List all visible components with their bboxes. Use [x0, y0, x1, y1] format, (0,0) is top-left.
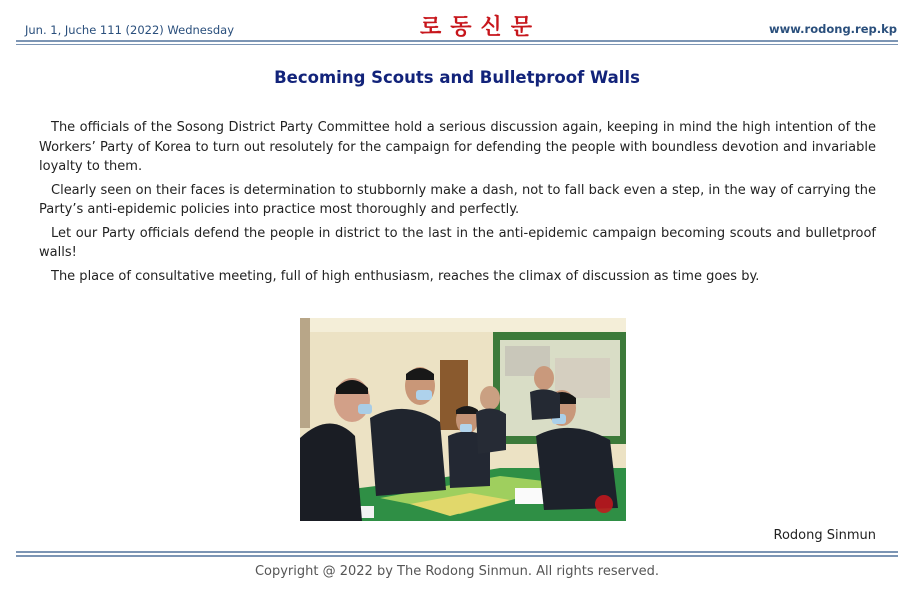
header — [0, 0, 914, 48]
copyright-text: Copyright @ 2022 by The Rodong Sinmun. All rights reserved. — [254, 564, 660, 579]
article-paragraph: Clearly seen on their faces is determination to stubbornly make a dash, not to fall back even a step, in the way of carrying the Party’s anti-epidemic policies into practice most thoroughly and perfectly. — [39, 182, 876, 217]
article-paragraph: Let our Party officials defend the people in district to the last in the anti-epidemic campaign becoming scouts and bulletproof walls! — [39, 225, 876, 260]
footer-divider — [16, 551, 898, 557]
header-date: Jun. 1, Juche 111 (2022) Wednesday — [25, 23, 235, 37]
newspaper-logo[interactable]: 로동신문 — [420, 14, 542, 40]
article-title: Becoming Scouts and Bulletproof Walls — [274, 68, 640, 87]
site-url-link[interactable]: www.rodong.rep.kp — [769, 22, 897, 36]
article-body — [39, 118, 876, 290]
article-paragraph: The officials of the Sosong District Party Committee hold a serious discussion again, keeping in mind the high intention of the Workers’ Party of Korea to turn out resolutely for the campaign for defending the people with boundless devotion and invariable loyalty to them. — [39, 120, 876, 174]
header-divider — [16, 40, 898, 45]
article-paragraph: The place of consultative meeting, full of high enthusiasm, reaches the climax of discussion as time goes by. — [51, 268, 760, 284]
meeting-photo-image — [300, 318, 626, 521]
article-credit: Rodong Sinmun — [773, 528, 876, 543]
article-photo[interactable] — [300, 318, 626, 521]
